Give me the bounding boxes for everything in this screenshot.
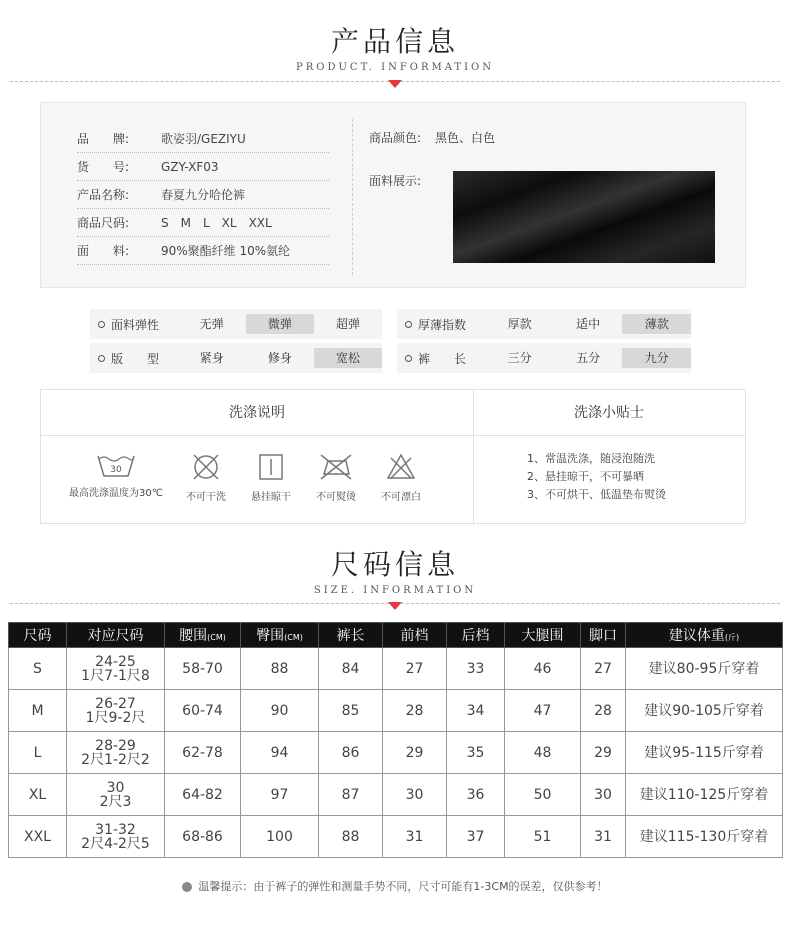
- table-header-label: 大腿围: [521, 628, 564, 644]
- table-header-unit: (CM): [207, 633, 226, 642]
- table-cell: 27: [581, 648, 626, 690]
- table-cell: 94: [241, 732, 319, 774]
- attribute-option: 厚款: [507, 317, 532, 331]
- wash-tips: [527, 450, 666, 504]
- table-cell: 86: [319, 732, 383, 774]
- bullet-icon: [405, 321, 412, 328]
- table-header: [67, 623, 165, 648]
- info-row: [77, 181, 329, 209]
- table-header-label: 脚口: [589, 628, 617, 644]
- no-dry-clean-icon: [176, 452, 236, 503]
- attribute-row: [397, 343, 691, 373]
- table-header: [9, 623, 67, 648]
- table-cell: 100: [241, 816, 319, 858]
- bullet-icon: [405, 355, 412, 362]
- attribute-option: 紧身: [199, 351, 224, 365]
- table-cell: 30: [383, 774, 447, 816]
- table-cell: 30: [581, 774, 626, 816]
- attribute-row: [397, 309, 691, 339]
- attribute-option: 修身: [267, 351, 292, 365]
- table-cell: 28: [383, 690, 447, 732]
- wash-box: [40, 389, 746, 524]
- table-cell: 64-82: [165, 774, 241, 816]
- table-header: [581, 623, 626, 648]
- table-cell: 29: [383, 732, 447, 774]
- attribute-label-text: 版 型: [111, 351, 160, 366]
- info-value: 90%聚酯纤维 10%氨纶: [161, 244, 291, 258]
- info-label: 商品尺码:: [77, 216, 130, 230]
- table-cell: 60-74: [165, 690, 241, 732]
- table-cell: 84: [319, 648, 383, 690]
- size-chi: 1尺9-2尺: [85, 709, 146, 726]
- attribute-option: 微弹: [246, 314, 314, 334]
- attribute-label-text: 厚薄指数: [418, 317, 467, 332]
- attribute-label-text: 裤 长: [418, 351, 467, 366]
- no-dry-clean-label: 不可干洗: [186, 492, 226, 503]
- table-header-label: 臀围: [256, 628, 285, 644]
- size-range: 31-32: [95, 821, 136, 838]
- table-header-label: 后档: [461, 628, 490, 644]
- table-cell: 85: [319, 690, 383, 732]
- table-header: [626, 623, 783, 648]
- size-chi: 2尺4-2尺5: [81, 835, 150, 852]
- red-triangle-icon: [388, 80, 402, 88]
- table-cell: XL: [9, 774, 67, 816]
- table-cell: 97: [241, 774, 319, 816]
- attribute-row: [90, 309, 382, 339]
- info-value: 歌姿羽/GEZIYU: [161, 132, 246, 146]
- tip-item: 3、不可烘干、低温垫布熨烫: [527, 488, 666, 501]
- attribute-option: 无弹: [199, 317, 224, 331]
- tip-item: 2、悬挂晾干，不可暴晒: [527, 470, 644, 483]
- table-cell: L: [9, 732, 67, 774]
- table-header-label: 尺码: [23, 628, 52, 644]
- table-cell: 87: [319, 774, 383, 816]
- table-cell: 36: [447, 774, 505, 816]
- product-info-title-en: PRODUCT. INFORMATION: [296, 62, 494, 73]
- size-info-title: [0, 543, 790, 596]
- hang-dry-label: 悬挂晾干: [251, 492, 291, 503]
- attribute-option: 薄款: [622, 314, 691, 334]
- info-row: [77, 237, 329, 265]
- info-label: 产品名称:: [77, 188, 130, 202]
- table-cell: 88: [319, 816, 383, 858]
- table-cell: 34: [447, 690, 505, 732]
- info-value: 春夏九分哈伦裤: [161, 188, 246, 202]
- tip-item: 1、常温洗涤，随浸泡随洗: [527, 452, 655, 465]
- size-chi: 2尺1-2尺2: [81, 751, 150, 768]
- table-cell: 90: [241, 690, 319, 732]
- wash-heading-left: 洗涤说明: [41, 390, 473, 436]
- wash-30-label: 最高洗涤温度为30℃: [69, 488, 163, 499]
- table-cell: 48: [505, 732, 581, 774]
- red-triangle-icon: [388, 602, 402, 610]
- table-header: [505, 623, 581, 648]
- attribute-label-text: 面料弹性: [111, 317, 160, 332]
- attribute-row: [90, 343, 382, 373]
- divider: [473, 390, 474, 525]
- info-row: [77, 209, 329, 237]
- table-header: [319, 623, 383, 648]
- table-row: [9, 690, 783, 732]
- table-header-label: 裤长: [336, 628, 365, 644]
- table-cell: 建议110-125斤穿着: [626, 774, 783, 816]
- info-row: [77, 153, 329, 181]
- table-cell: 47: [505, 690, 581, 732]
- table-cell: 31: [581, 816, 626, 858]
- wash-30-icon: [61, 452, 171, 499]
- table-cell: 28: [581, 690, 626, 732]
- table-cell: 建议80-95斤穿着: [626, 648, 783, 690]
- bullet-icon: [98, 321, 105, 328]
- size-table: [8, 622, 783, 858]
- table-cell: 建议95-115斤穿着: [626, 732, 783, 774]
- attribute-label: [90, 316, 178, 333]
- table-cell: 35: [447, 732, 505, 774]
- color-label: 商品颜色:: [369, 131, 422, 145]
- info-label: 品 牌:: [77, 132, 130, 146]
- product-info-title: [0, 20, 790, 73]
- table-cell: XXL: [9, 816, 67, 858]
- table-header: [383, 623, 447, 648]
- info-row: [77, 125, 329, 153]
- size-range: 26-27: [95, 695, 136, 712]
- table-header: [447, 623, 505, 648]
- attribute-option: 宽松: [314, 348, 382, 368]
- table-cell: 51: [505, 816, 581, 858]
- size-range: 28-29: [95, 737, 136, 754]
- table-row: [9, 648, 783, 690]
- table-cell: S: [9, 648, 67, 690]
- no-iron-icon: [306, 452, 366, 503]
- info-label: 面 料:: [77, 244, 130, 258]
- attribute-option: 超弹: [335, 317, 360, 331]
- table-cell: 58-70: [165, 648, 241, 690]
- table-cell: 50: [505, 774, 581, 816]
- table-header-label: 腰围: [179, 628, 208, 644]
- size-info-title-en: SIZE. INFORMATION: [313, 585, 477, 596]
- product-info-title-cn: 产品信息: [330, 25, 459, 58]
- table-cell: 建议90-105斤穿着: [626, 690, 783, 732]
- table-cell: 33: [447, 648, 505, 690]
- table-cell: [67, 690, 165, 732]
- info-value: GZY-XF03: [161, 159, 219, 174]
- table-cell: [67, 816, 165, 858]
- table-cell: 37: [447, 816, 505, 858]
- attribute-option: 适中: [576, 317, 601, 331]
- bullet-icon: [182, 882, 192, 892]
- size-range: 30: [106, 779, 125, 796]
- divider: [352, 119, 353, 275]
- no-bleach-label: 不可漂白: [381, 492, 421, 503]
- attribute-label: [397, 350, 485, 367]
- product-info-box: [40, 102, 746, 288]
- attribute-label: [397, 316, 485, 333]
- table-header: [241, 623, 319, 648]
- info-list: [77, 125, 329, 265]
- table-cell: 62-78: [165, 732, 241, 774]
- table-cell: M: [9, 690, 67, 732]
- fabric-label: 面料展示:: [369, 174, 422, 188]
- size-chi: 1尺7-1尺8: [81, 667, 150, 684]
- table-cell: 建议115-130斤穿着: [626, 816, 783, 858]
- table-row: [9, 732, 783, 774]
- table-header-label: 对应尺码: [87, 628, 144, 644]
- wash-heading-right: 洗涤小贴士: [473, 390, 745, 436]
- table-header: [165, 623, 241, 648]
- svg-text:30: 30: [110, 465, 122, 475]
- table-header-label: 建议体重: [668, 628, 725, 644]
- table-cell: 68-86: [165, 816, 241, 858]
- tip-note: [0, 878, 790, 894]
- info-label: 货 号:: [77, 160, 130, 174]
- table-header-unit: (CM): [284, 633, 303, 642]
- size-range: 24-25: [95, 653, 136, 670]
- size-info-title-cn: 尺码信息: [330, 548, 459, 581]
- bullet-icon: [98, 355, 105, 362]
- table-row: [9, 774, 783, 816]
- attribute-option: 三分: [507, 351, 532, 365]
- table-cell: 27: [383, 648, 447, 690]
- size-chi: 2尺3: [99, 793, 132, 810]
- table-cell: 29: [581, 732, 626, 774]
- attribute-option: 九分: [622, 348, 691, 368]
- table-cell: [67, 774, 165, 816]
- table-cell: [67, 732, 165, 774]
- attribute-label: [90, 350, 178, 367]
- attribute-option: 五分: [576, 351, 601, 365]
- fabric-swatch-image: [453, 171, 715, 263]
- no-bleach-icon: [371, 452, 431, 503]
- tip-note-text: 温馨提示：由于裤子的弹性和测量手势不同，尺寸可能有1-3CM的误差，仅供参考！: [198, 880, 608, 893]
- table-header-label: 前档: [400, 628, 429, 644]
- hang-dry-icon: [241, 452, 301, 503]
- table-cell: 31: [383, 816, 447, 858]
- table-cell: [67, 648, 165, 690]
- table-header-unit: (斤): [724, 633, 740, 642]
- color-value: 黑色、白色: [435, 131, 496, 145]
- table-cell: 46: [505, 648, 581, 690]
- table-cell: 88: [241, 648, 319, 690]
- info-value: S M L XL XXL: [161, 216, 272, 230]
- table-row: [9, 816, 783, 858]
- no-iron-label: 不可熨烫: [316, 492, 356, 503]
